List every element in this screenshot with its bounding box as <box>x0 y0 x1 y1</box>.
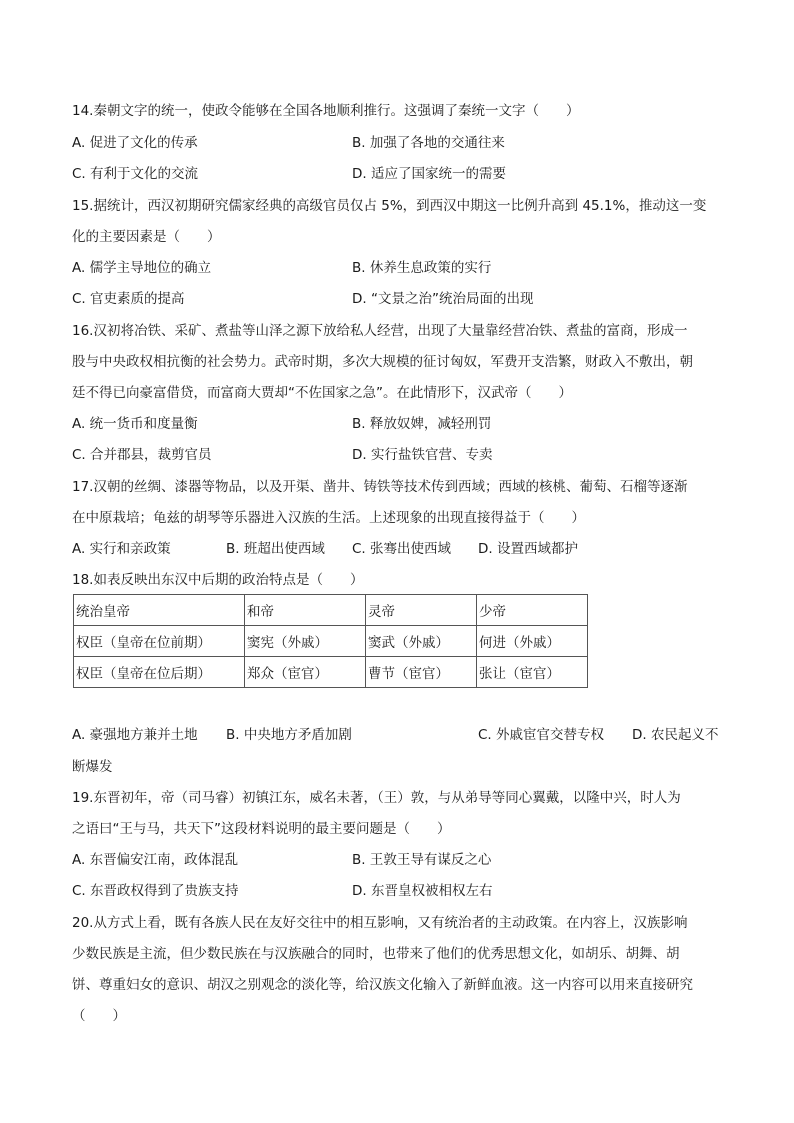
question-18-option-b: B. 中央地方矛盾加剧 <box>226 727 352 743</box>
question-19-stem-line-2: 之语曰“王与马，共天下”这段材料说明的最主要问题是（ ） <box>72 821 451 837</box>
question-15-option-d: D. “文景之治”统治局面的出现 <box>352 291 534 307</box>
question-17-option-d: D. 设置西域都护 <box>478 541 578 557</box>
table-cell: 权臣（皇帝在位前期） <box>74 626 245 657</box>
question-20-stem-line-2: 少数民族是主流，但少数民族在与汉族融合的同时，也带来了他们的优秀思想文化，如胡乐、胡舞、胡 <box>72 946 680 962</box>
question-16-option-b: B. 释放奴婢，减轻刑罚 <box>352 416 492 432</box>
question-14-option-b: B. 加强了各地的交通往来 <box>352 135 505 151</box>
question-15-option-a: A. 儒学主导地位的确立 <box>72 260 212 276</box>
table-cell: 曹节（宦官） <box>366 657 477 688</box>
question-15-stem-line-2: 化的主要因素是（ ） <box>72 229 221 245</box>
question-16-stem-line-3: 廷不得已向豪富借贷，而富商大贾却“不佐国家之急”。在此情形下，汉武帝（ ） <box>72 385 572 401</box>
table-row <box>74 626 588 657</box>
table-header-cell: 统治皇帝 <box>74 595 245 626</box>
question-19-option-b: B. 王敦王导有谋反之心 <box>352 852 492 868</box>
table-header-cell: 和帝 <box>245 595 366 626</box>
question-16-stem-line-2: 股与中央政权相抗衡的社会势力。武帝时期，多次大规模的征讨匈奴，军费开支浩繁，财政入不敷出，朝 <box>72 354 693 370</box>
question-16-option-d: D. 实行盐铁官营、专卖 <box>352 447 493 463</box>
question-20-stem-line-3: 饼、尊重妇女的意识、胡汉之别观念的淡化等，给汉族文化输入了新鲜血液。这一内容可以用来直接研究 <box>72 977 693 993</box>
question-15-stem-line-1: 15.据统计，西汉初期研究儒家经典的高级官员仅占 5%，到西汉中期这一比例升高到 45.1%，推动这一变 <box>72 198 707 214</box>
table-header-cell: 少帝 <box>477 595 588 626</box>
table-cell: 张让（宦官） <box>477 657 588 688</box>
table-cell: 郑众（宦官） <box>245 657 366 688</box>
emperor-minister-table <box>73 594 588 688</box>
question-20-stem-line-1: 20.从方式上看，既有各族人民在友好交往中的相互影响，又有统治者的主动政策。在内容上，汉族影响 <box>72 915 688 931</box>
question-18-option-a: A. 豪强地方兼并土地 <box>72 727 198 743</box>
question-19-option-c: C. 东晋政权得到了贵族支持 <box>72 883 239 899</box>
question-14-stem-line-1: 14.秦朝文字的统一，使政令能够在全国各地顺利推行。这强调了秦统一文字（ ） <box>72 103 580 119</box>
question-18-option-d-continued: 断爆发 <box>72 759 113 775</box>
question-17-stem-line-2: 在中原栽培；龟兹的胡琴等乐器进入汉族的生活。上述现象的出现直接得益于（ ） <box>72 510 585 526</box>
question-15-option-b: B. 休养生息政策的实行 <box>352 260 492 276</box>
question-14-option-c: C. 有利于文化的交流 <box>72 166 199 182</box>
table-row <box>74 657 588 688</box>
question-19-option-d: D. 东晋皇权被相权左右 <box>352 883 493 899</box>
question-19-option-a: A. 东晋偏安江南，政体混乱 <box>72 852 239 868</box>
question-16-stem-line-1: 16.汉初将冶铁、采矿、煮盐等山泽之源下放给私人经营，出现了大量靠经营冶铁、煮盐的富商，形成一 <box>72 323 688 339</box>
table-cell: 权臣（皇帝在位后期） <box>74 657 245 688</box>
table-header-row <box>74 595 588 626</box>
question-14-option-a: A. 促进了文化的传承 <box>72 135 198 151</box>
question-17-option-c: C. 张骞出使西域 <box>352 541 452 557</box>
question-17-option-b: B. 班超出使西域 <box>226 541 325 557</box>
question-14-option-d: D. 适应了国家统一的需要 <box>352 166 506 182</box>
question-19-stem-line-1: 19.东晋初年，帝（司马睿）初镇江东，威名未著，（王）敦，与从弟导等同心翼戴，以隆中兴，时人为 <box>72 790 681 806</box>
question-18-option-c: C. 外戚宦官交替专权 <box>478 727 605 743</box>
table-header-cell: 灵帝 <box>366 595 477 626</box>
table-cell: 窦宪（外戚） <box>245 626 366 657</box>
table-cell: 何进（外戚） <box>477 626 588 657</box>
question-17-option-a: A. 实行和亲政策 <box>72 541 171 557</box>
question-16-option-c: C. 合并郡县，裁剪官员 <box>72 447 212 463</box>
question-18-stem-line-1: 18.如表反映出东汉中后期的政治特点是（ ） <box>72 572 364 588</box>
table-cell: 窦武（外戚） <box>366 626 477 657</box>
question-17-stem-line-1: 17.汉朝的丝绸、漆器等物品，以及开渠、凿井、铸铁等技术传到西域；西域的核桃、葡萄、石榴等逐渐 <box>72 479 688 495</box>
question-20-stem-line-4: （ ） <box>72 1008 126 1024</box>
question-15-option-c: C. 官吏素质的提高 <box>72 291 185 307</box>
question-18-option-d: D. 农民起义不 <box>632 727 719 743</box>
question-16-option-a: A. 统一货币和度量衡 <box>72 416 198 432</box>
